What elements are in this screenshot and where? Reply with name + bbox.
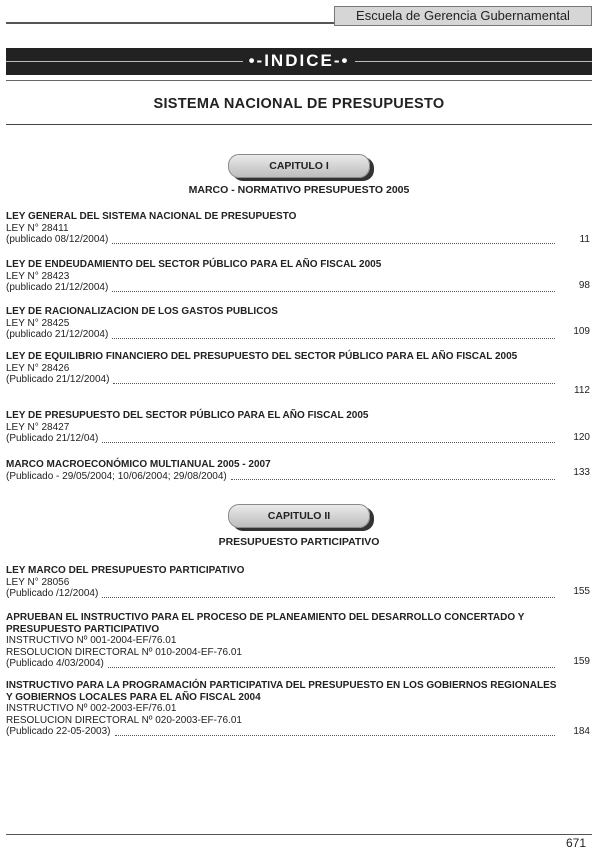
chapter-2-subtitle: PRESUPUESTO PARTICIPATIVO [218,536,380,548]
toc-entry [6,211,592,246]
entry-title: LEY DE EQUILIBRIO FINANCIERO DEL PRESUPUESTO DEL SECTOR PÚBLICO PARA EL AÑO FISCAL 2005 [6,351,518,362]
entry-page: 159 [573,656,590,667]
entry-line: LEY N° 28425 [6,317,70,329]
entry-pub-row [6,234,557,246]
entry-pub-row [6,658,557,670]
toc-entry [6,565,592,600]
dot-leader [112,291,555,292]
entry-pub-row [6,726,557,738]
entry-line: LEY N° 28056 [6,576,70,588]
entry-page: 109 [573,326,590,337]
entry-pub-row [6,329,557,341]
title-rule [6,124,592,125]
entry-title: LEY DE PRESUPUESTO DEL SECTOR PÚBLICO PARA EL AÑO FISCAL 2005 [6,410,369,421]
entry-pub: (Publicado 21/12/2004) [6,374,110,385]
index-label: INDICE [264,51,334,70]
dot-leader [102,597,555,598]
entry-pub-row [6,374,557,386]
entry-pub: (Publicado 22-05-2003) [6,726,111,737]
entry-line: INSTRUCTIVO Nº 002-2003-EF/76.01 [6,703,177,714]
footer-rule [6,834,592,835]
entry-title: MARCO MACROECONÓMICO MULTIANUAL 2005 - 2007 [6,459,271,470]
toc-entry [6,306,592,341]
entry-pub-row [6,433,557,445]
toc-entry [6,459,592,482]
entry-pub: (Publicado /12/2004) [6,588,99,599]
dot-leader [115,735,555,736]
entry-line: RESOLUCION DIRECTORAL Nº 020-2003-EF-76.01 [6,714,242,726]
entry-page: 155 [573,586,590,597]
index-bottom-rule [6,80,592,81]
entry-pub: (publicado 08/12/2004) [6,234,109,245]
entry-title: LEY DE ENDEUDAMIENTO DEL SECTOR PÚBLICO PARA EL AÑO FISCAL 2005 [6,259,382,270]
toc-entry [6,410,592,445]
entry-pub: (Publicado - 29/05/2004; 10/06/2004; 29/08/2004) [6,470,227,482]
entry-page: 11 [579,234,590,245]
entry-title: LEY MARCO DEL PRESUPUESTO PARTICIPATIVO [6,565,245,576]
toc-entry [6,612,592,670]
chapter-1-pill: CAPITULO I [228,154,370,178]
dot-leader [102,442,555,443]
index-band-label-wrap [6,50,592,72]
chapter-2-pill: CAPITULO II [228,504,370,528]
index-label-group: •-INDICE-• [243,51,356,70]
entry-pub-row [6,588,557,600]
entry-page: 184 [573,726,590,737]
dot-leader [231,479,555,480]
toc-entry [6,259,592,294]
entry-page: 112 [574,385,590,396]
entry-title: APRUEBAN EL INSTRUCTIVO PARA EL PROCESO DE PLANEAMIENTO DEL DESARROLLO CONCERTADO Y PRESUPUESTO PARTICIPATIVO [6,612,525,635]
dot-leader [112,243,555,244]
entry-line: INSTRUCTIVO Nº 001-2004-EF/76.01 [6,635,177,646]
entry-pub: (publicado 21/12/2004) [6,329,109,340]
entry-page: 133 [573,467,590,478]
entry-pub-row [6,282,557,294]
dot-leader [108,667,555,668]
page-title: SISTEMA NACIONAL DE PRESUPUESTO [153,96,445,112]
dot-leader [112,338,555,339]
entry-title: LEY GENERAL DEL SISTEMA NACIONAL DE PRESUPUESTO [6,211,297,222]
entry-line: LEY N° 28427 [6,421,70,433]
toc-entry [6,680,592,738]
entry-line: LEY N° 28426 [6,362,70,374]
entry-line: RESOLUCION DIRECTORAL Nº 010-2004-EF-76.01 [6,646,242,658]
entry-page: 120 [573,432,590,443]
toc-entry [6,351,592,386]
entry-pub: (Publicado 21/12/04) [6,433,99,444]
entry-pub-row [6,471,557,483]
entry-pub: (Publicado 4/03/2004) [6,658,104,669]
entry-title: INSTRUCTIVO PARA LA PROGRAMACIÓN PARTICIPATIVA DEL PRESUPUESTO EN LOS GOBIERNOS REGIONALES Y GOBIERNOS LOCALES PARA EL AÑO FISCAL 2004 [6,680,557,703]
dot-leader [113,383,555,384]
entry-line: LEY N° 28423 [6,270,70,282]
institution-name: Escuela de Gerencia Gubernamental [356,8,570,23]
page-number: 671 [565,836,586,850]
entry-line: LEY N° 28411 [6,222,69,234]
header-rule [6,22,334,24]
entry-pub: (publicado 21/12/2004) [6,282,109,293]
chapter-1-subtitle: MARCO - NORMATIVO PRESUPUESTO 2005 [188,184,410,196]
entry-title: LEY DE RACIONALIZACION DE LOS GASTOS PUBLICOS [6,306,278,317]
entry-page: 98 [578,280,590,291]
